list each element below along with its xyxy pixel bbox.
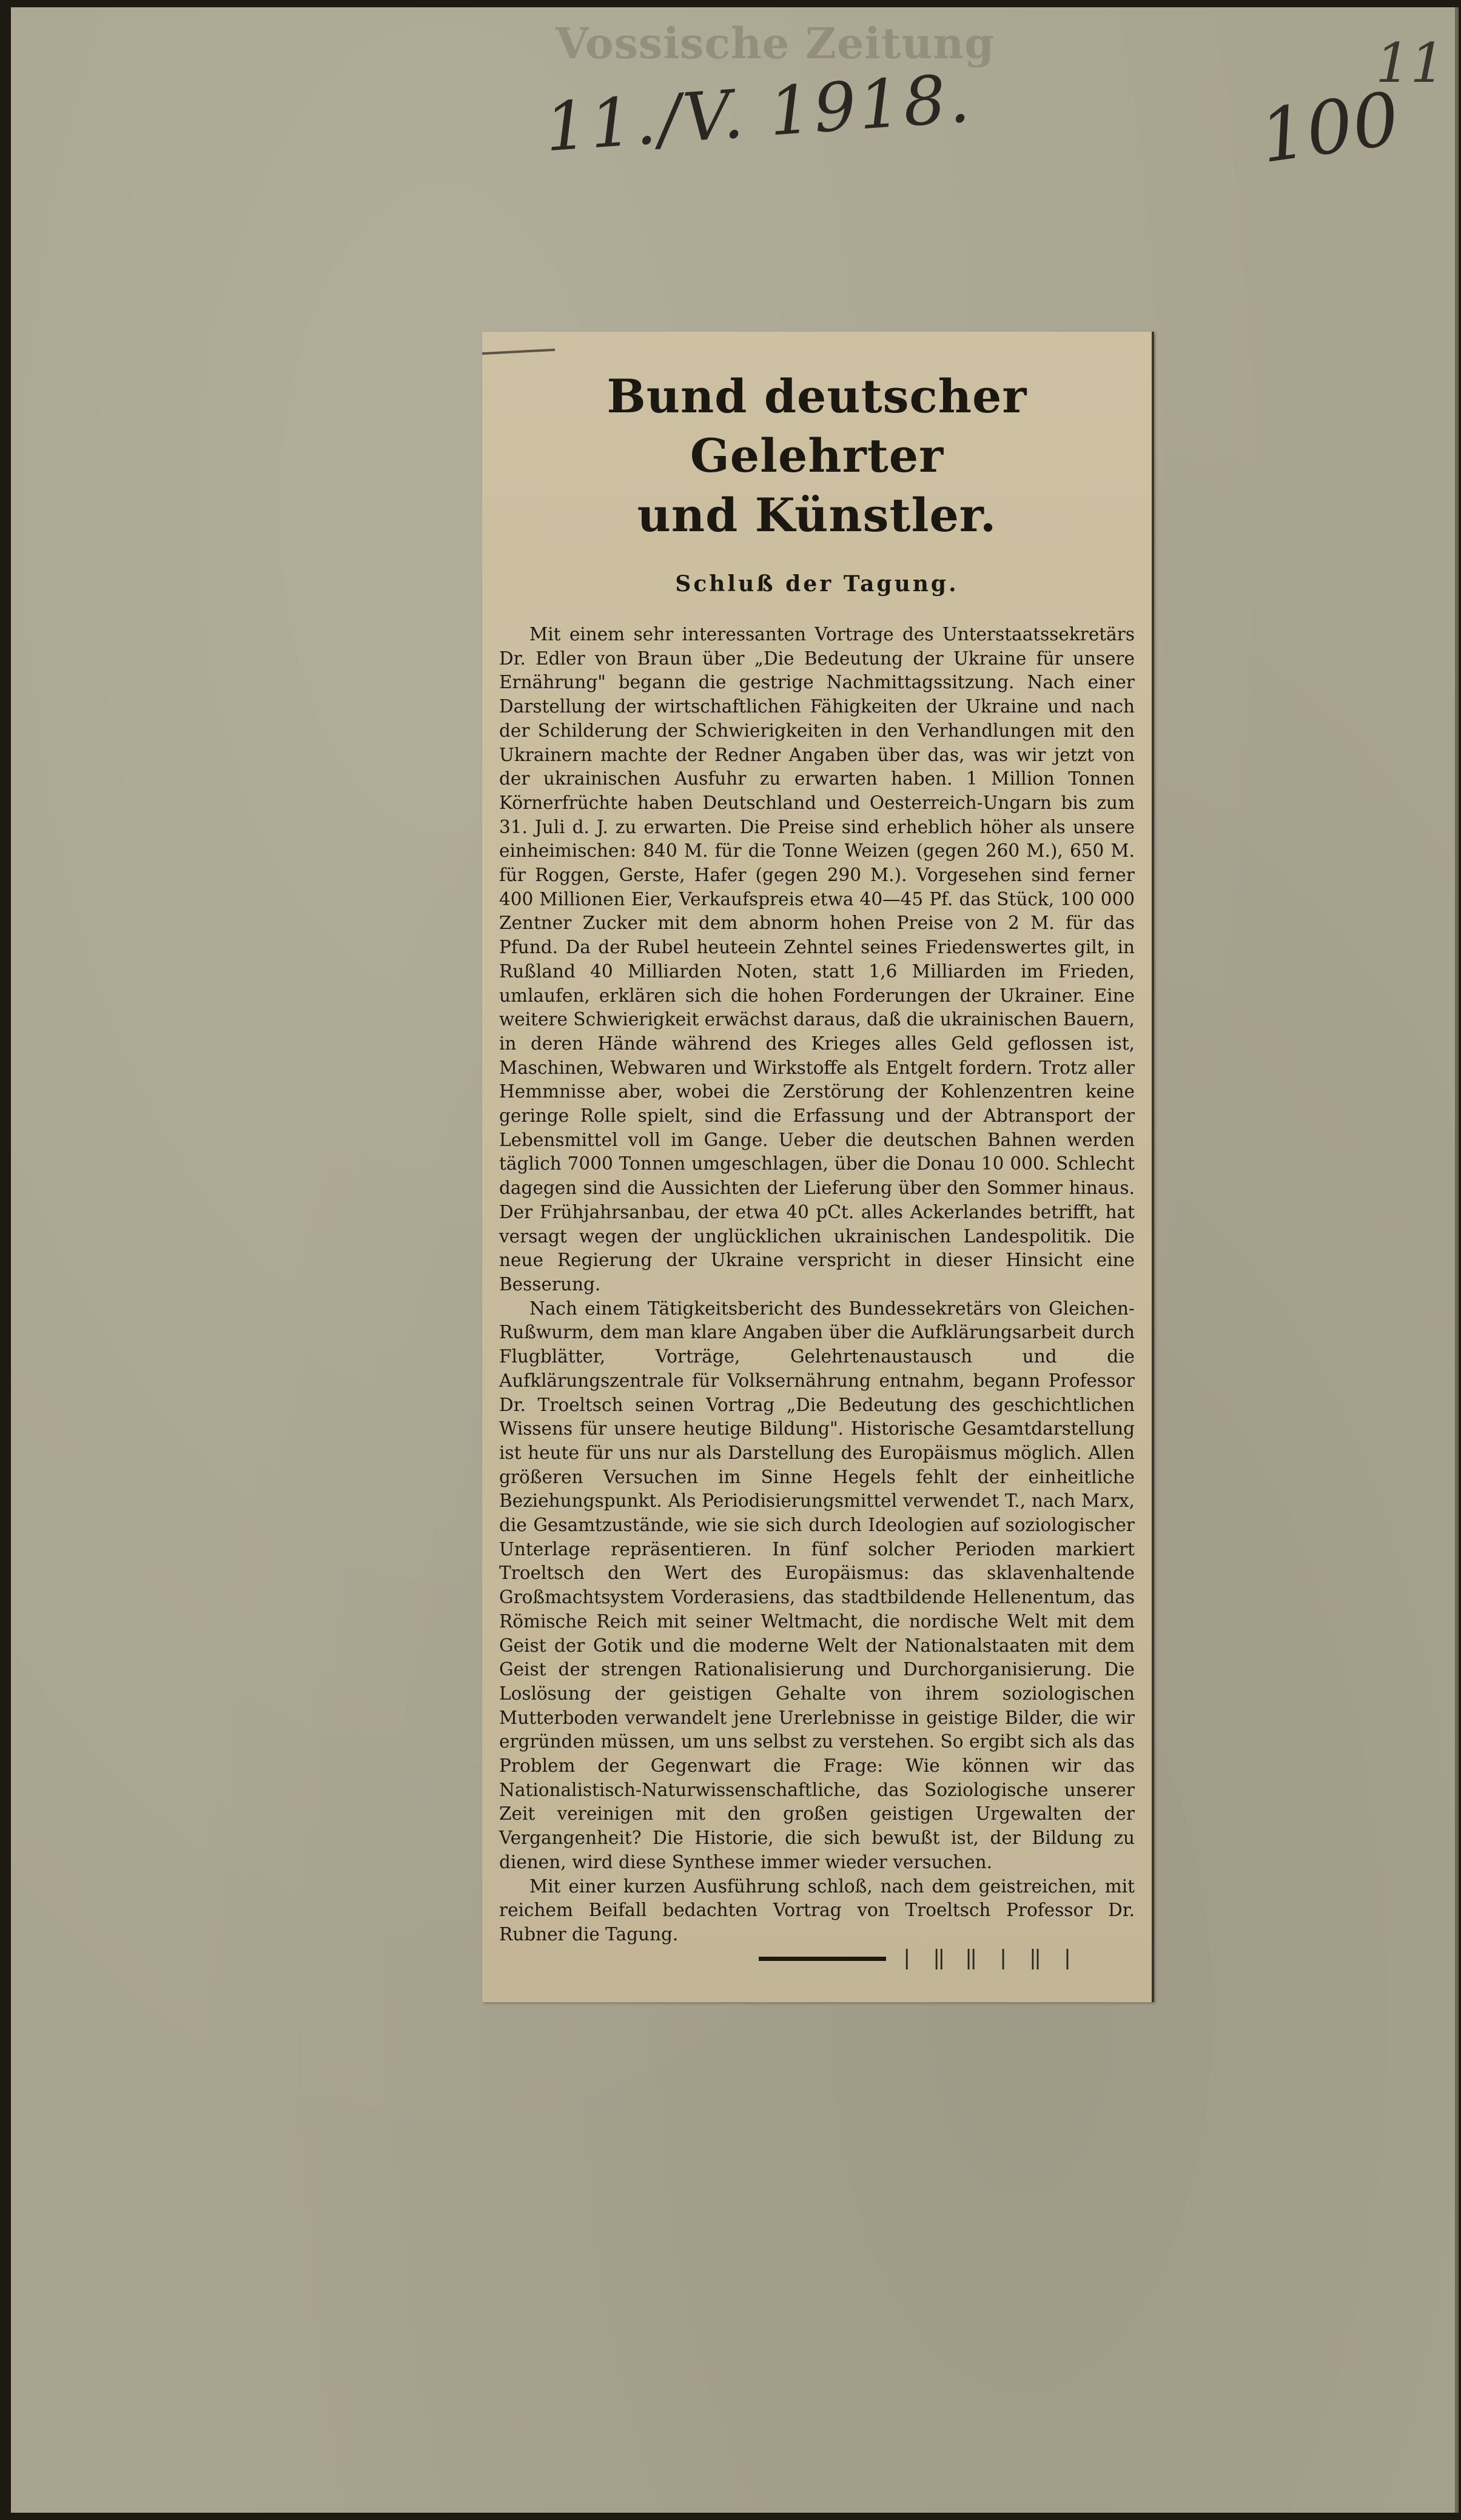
newspaper-clipping	[482, 332, 1154, 2002]
handwritten-number: 100	[1255, 76, 1405, 180]
pencil-mark	[482, 349, 555, 355]
newspaper-stamp: Vossische Zeitung	[555, 18, 995, 69]
article-paragraph-3: Mit einer kurzen Ausführung schloß, nach dem geistreichen, mit reichem Beifall bedachten Vortrag von Troeltsch Professor Dr. Rubner die Tagung.	[499, 1875, 1135, 1945]
corner-mark: 11	[1375, 32, 1445, 95]
article-paragraph-1: Mit einem sehr interessanten Vortrage des Unterstaatssekretärs Dr. Edler von Braun über „Die Bedeutung der Ukraine für unsere Ernährung" begann die gestrige Nachmittagssitzung. Nach einer Darstellung der wirtschaftlichen Fähigkeiten der Ukraine und nach der Schilderung der Schwierigkeiten in den Verhandlungen mit den Ukrainern machte der Redner Angaben über das, was wir jetzt von der ukrainischen Ausfuhr zu erwarten haben. 1 Million Tonnen Körnerfrüchte haben Deutschland und Oesterreich-Ungarn bis zum 31. Juli d. J. zu erwarten. Die Preise sind erheblich höher als unsere einheimischen: 840 M. für die Tonne Weizen (gegen 260 M.), 650 M. für Roggen, Gerste, Hafer (gegen 290 M.). Vorgesehen sind ferner 400 Millionen Eier, Verkaufspreis etwa 40—45 Pf. das Stück, 100 000 Zentner Zucker mit dem abnorm hohen Preise von 2 M. für das Pfund. Da der Rubel heuteein Zehntel seines Friedenswertes gilt, in Rußland 40 Milliarden Noten, statt 1,6 Milliarden im Frieden, umlaufen, erklären sich die hohen Forderungen der Ukrainer. Eine weitere Schwierigkeit erwächst daraus, daß die ukrainischen Bauern, in deren Hände während des Krieges alles Geld geflossen ist, Maschinen, Webwaren und Wirkstoffe als Entgelt fordern. Trotz aller Hemmnisse aber, wobei die Zerstörung der Kohlenzentren keine geringe Rolle spielt, sind die Erfassung und der Abtransport der Lebensmittel voll im Gange. Ueber die deutschen Bahnen werden täglich 7000 Tonnen umgeschlagen, über die Donau 10 000. Schlecht dagegen sind die Aussichten der Lieferung über den Sommer hinaus. Der Frühjahrsanbau, der etwa 40 pCt. alles Ackerlandes betrifft, hat versagt wegen der unglücklichen ukrainischen Landespolitik. Die neue Regierung der Ukraine verspricht in dieser Hinsicht eine Besserung.	[499, 624, 1135, 1295]
archive-board	[11, 7, 1459, 2513]
title-line-2: und Künstler.	[637, 488, 997, 542]
article-subtitle: Schluß der Tagung.	[675, 571, 959, 597]
article-paragraph-2: Nach einem Tätigkeitsbericht des Bundessekretärs von Gleichen-Rußwurm, dem man klare Angaben über die Aufklärungsarbeit durch Flugblätter, Vorträge, Gelehrtenaustausch und die Aufklärungszentrale für Volksernährung entnahm, begann Professor Dr. Troeltsch seinen Vortrag „Die Bedeutung des geschichtlichen Wissens für unsere heutige Bildung". Historische Gesamtdarstellung ist heute für uns nur als Darstellung des Europäismus möglich. Allen größeren Versuchen im Sinne Hegels fehlt der einheitliche Beziehungspunkt. Als Periodisierungsmittel verwendet T., nach Marx, die Gesamtzustände, wie sie sich durch Ideologien auf soziologischer Unterlage repräsentieren. In fünf solcher Perioden markiert Troeltsch den Wert des Europäismus: das sklavenhaltende Großmachtsystem Vorderasiens, das stadtbildende Hellenentum, das Römische Reich mit seiner Weltmacht, die nordische Welt mit dem Geist der Gotik und die moderne Welt der Nationalstaaten mit dem Geist der strengen Rationalisierung und Durchorganisierung. Die Loslösung der geistigen Gehalte von ihrem soziologischen Mutterboden verwandelt jene Urerlebnisse in geistige Bilder, die wir ergründen müssen, um uns selbst zu verstehen. So ergibt sich als das Problem der Gegenwart die Frage: Wie können wir das Nationalistisch-Naturwissenschaftliche, das Soziologische unserer Zeit vereinigen mit den großen geistigen Urgewalten der Vergangenheit? Die Historie, die sich bewußt ist, der Bildung zu dienen, wird diese Synthese immer wieder versuchen.	[499, 1298, 1135, 1872]
end-rule	[759, 1957, 886, 1961]
title-line-1: Bund deutscher Gelehrter	[606, 369, 1027, 483]
article-title	[499, 367, 1135, 545]
handwritten-date: 11./V. 1918.	[542, 59, 975, 167]
cut-marks: | ‖ ‖ | ‖ |	[901, 1946, 1078, 1970]
